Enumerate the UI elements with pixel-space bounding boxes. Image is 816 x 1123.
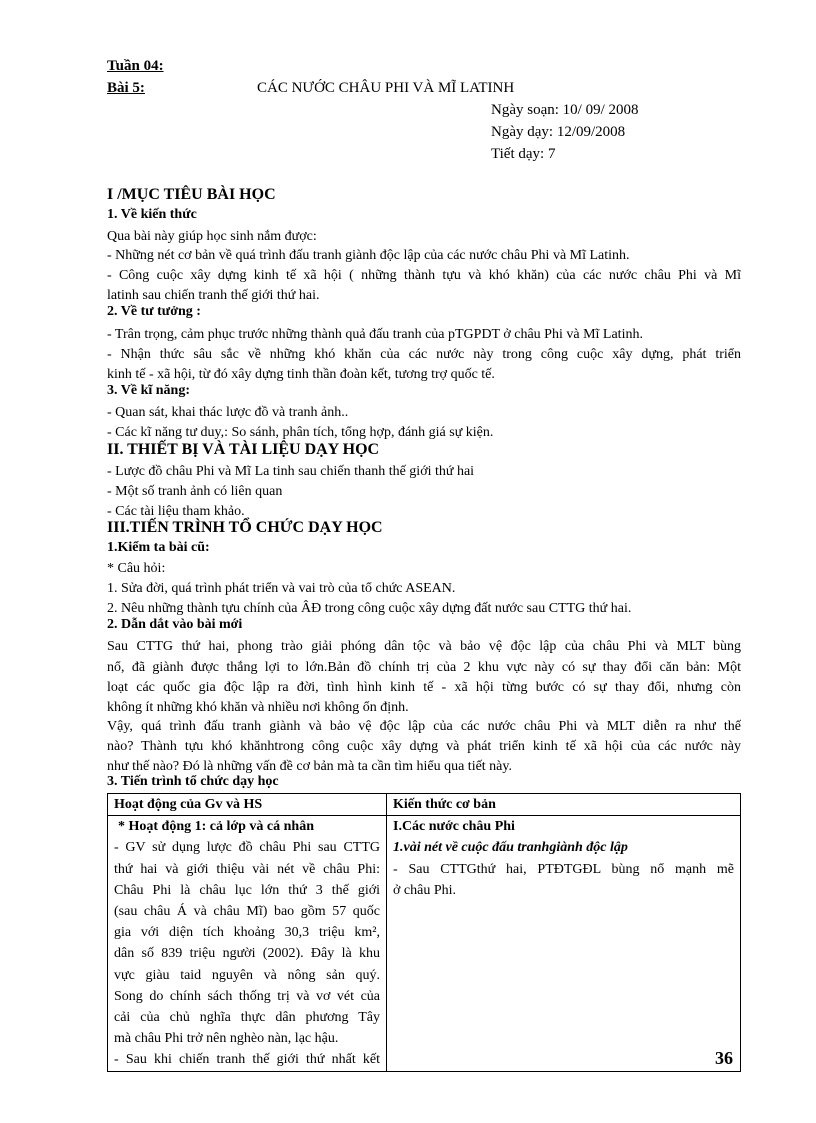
lesson-label: Bài 5: <box>107 80 145 96</box>
table-row <box>108 816 741 1071</box>
prep-date: Ngày soạn: 10/ 09/ 2008 <box>491 102 639 118</box>
knowledge-line: ở châu Phi. <box>393 882 457 898</box>
activity-line: dân số 839 triệu người (2002). Đây là khu <box>114 946 380 962</box>
knowledge-line: latinh sau chiến tranh thế giới thứ hai. <box>107 288 320 303</box>
review-line: 1. Sửa đời, quá trình phát triển và vai trò của tổ chức ASEAN. <box>107 581 456 596</box>
equipment-line: - Lược đồ châu Phi và Mĩ La tinh sau chiến thanh thế giới thứ hai <box>107 464 475 479</box>
intro-line: nào? Thành tựu khó khănhtrong công cuộc xây dựng và phát triển kinh tế xã hội của các nước này <box>107 739 741 754</box>
col-activities-header: Hoạt động của Gv và HS <box>108 794 387 816</box>
activities-cell <box>108 816 387 1071</box>
intro-line: Sau CTTG thứ hai, phong trào giải phóng dân tộc và bảo vệ độc lập của châu Phi và MLT bùng <box>107 639 741 654</box>
period: Tiết dạy: 7 <box>491 146 556 162</box>
knowledge-heading: 1. Về kiến thức <box>107 207 197 222</box>
lesson-title: CÁC NƯỚC CHÂU PHI VÀ MĨ LATINH <box>257 80 515 96</box>
thought-line: - Nhận thức sâu sắc về những khó khăn của các nước này trong công cuộc xây dựng, phát triển <box>107 347 741 362</box>
knowledge-line: - Những nét cơ bản về quá trình đấu tranh giành độc lập của các nước châu Phi và Mĩ Latinh. <box>107 248 630 263</box>
skill-line: - Quan sát, khai thác lược đồ và tranh ảnh.. <box>107 405 349 420</box>
thought-line: - Trân trọng, cảm phục trước những thành quả đấu tranh của pTGPDT ở châu Phi và Mĩ Latinh. <box>107 327 643 342</box>
week-label: Tuần 04: <box>107 58 164 74</box>
review-line: * Câu hỏi: <box>107 561 166 576</box>
activity-line: Châu Phi là châu lục lớn thứ 3 thế giới <box>114 882 380 898</box>
skill-line: - Các kĩ năng tư duy,: So sánh, phân tích, tổng hợp, đánh giá sự kiện. <box>107 425 494 440</box>
thought-heading: 2. Về tư tưởng : <box>107 304 201 319</box>
knowledge-section-title: I.Các nước châu Phi <box>393 819 515 835</box>
activity-title: * Hoạt động 1: cả lớp và cá nhân <box>118 819 314 835</box>
activity-line: cải của chủ nghĩa thực dân phương Tây <box>114 1010 380 1026</box>
lesson-table <box>107 793 741 1072</box>
objectives-heading: I /MỤC TIÊU BÀI HỌC <box>107 186 276 203</box>
activity-line: (sau châu Á và châu Mĩ) bao gồm 57 quốc <box>114 904 380 920</box>
activity-line: - Sau khi chiến tranh thế giới thứ nhất kết <box>114 1052 380 1068</box>
knowledge-line: Qua bài này giúp học sinh nắm được: <box>107 229 317 244</box>
knowledge-line: - Sau CTTGthứ hai, PTĐTGĐL bùng nổ mạnh mẽ <box>393 861 734 877</box>
equipment-line: - Một số tranh ảnh có liên quan <box>107 484 283 499</box>
page-number: 36 <box>715 1048 733 1068</box>
skill-heading: 3. Về kĩ năng: <box>107 383 190 398</box>
org-heading: 3. Tiến trình tổ chức dạy học <box>107 774 279 789</box>
intro-line: như thế nào? Đó là những vấn đề cơ bản mà ta cần tìm hiểu qua tiết này. <box>107 759 512 774</box>
intro-line: nổ, đã giành được thắng lợi to lớn.Bản đồ chính trị của 2 khu vực này có sự thay đổi căn bản: Một <box>107 660 741 675</box>
intro-line: không ít những khó khăn và nhiều nơi không ổn định. <box>107 700 409 715</box>
col-knowledge-header: Kiến thức cơ bản <box>387 794 741 816</box>
activity-line: mà châu Phi trở nên nghèo nàn, lạc hậu. <box>114 1031 339 1047</box>
intro-line: loạt các quốc gia độc lập ra đời, tình hình kinh tế - xã hội từng bước có sự thay đổi, nhưng còn <box>107 680 741 695</box>
activity-line: - GV sử dụng lược đồ châu Phi sau CTTG <box>114 840 380 856</box>
activity-line: vực giàu taid nguyên và nông sản quý. <box>114 967 380 983</box>
teach-date: Ngày dạy: 12/09/2008 <box>491 124 626 140</box>
knowledge-line: - Công cuộc xây dựng kinh tế xã hội ( những thành tựu và khó khăn) của các nước châu Phi và Mĩ <box>107 268 741 283</box>
activity-line: gia với diện tích khoảng 30,3 triệu km², <box>114 925 380 941</box>
activity-line: thứ hai và giới thiệu vài nét về châu Phi: <box>114 861 380 877</box>
activity-line: Song do chính sách thống trị và vơ vét của <box>114 988 380 1004</box>
review-line: 2. Nêu những thành tựu chính của ÂĐ trong công cuộc xây dựng đất nước sau CTTG thứ hai. <box>107 601 632 616</box>
review-heading: 1.Kiểm ta bài cũ: <box>107 540 210 555</box>
table-header-row <box>108 794 741 816</box>
equipment-line: - Các tài liệu tham khảo. <box>107 504 245 519</box>
knowledge-subtitle: 1.vài nét về cuộc đấu tranhgiành độc lập <box>393 840 628 856</box>
intro-line: Vậy, quá trình đấu tranh giành và bảo vệ độc lập của các nước châu Phi và MLT diễn ra như thế <box>107 719 741 734</box>
process-heading: III.TIẾN TRÌNH TỔ CHỨC DẠY HỌC <box>107 519 383 536</box>
equipment-heading: II. THIẾT BỊ VÀ TÀI LIỆU DẠY HỌC <box>107 441 380 458</box>
thought-line: kinh tế - xã hội, từ đó xây dựng tinh thần đoàn kết, tương trợ quốc tế. <box>107 367 495 382</box>
intro-heading: 2. Dẫn dắt vào bài mới <box>107 617 243 632</box>
knowledge-cell <box>387 816 741 1071</box>
